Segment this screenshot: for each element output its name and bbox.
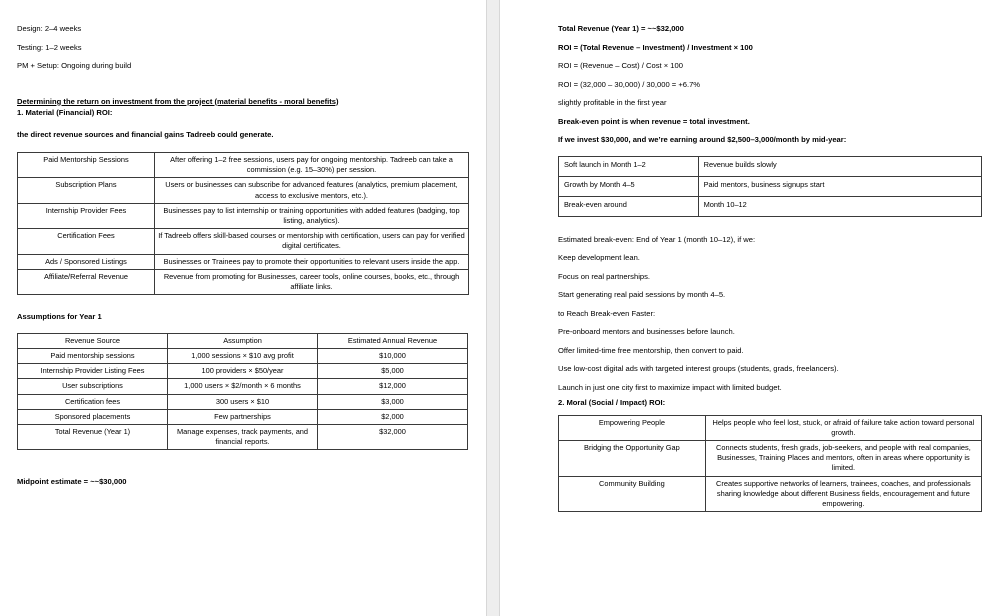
table-row	[18, 153, 469, 178]
lead-in-revenue-sources: the direct revenue sources and financial gains Tadreeb could generate.	[17, 129, 274, 139]
spacer	[17, 450, 468, 470]
column-header-estimated-revenue: Estimated Annual Revenue	[318, 333, 468, 348]
roi-formula-bold: ROI = (Total Revenue – Investment) / Investment × 100	[558, 42, 753, 52]
breakeven-outcome: Paid mentors, business signups start	[698, 176, 981, 196]
moral-impact-title: Bridging the Opportunity Gap	[559, 440, 706, 476]
breakeven-outcome: Month 10–12	[698, 196, 981, 216]
spacer	[558, 217, 982, 231]
midpoint-estimate: Midpoint estimate = ~~$30,000	[17, 477, 127, 487]
assumptions-table-body	[18, 333, 468, 450]
table-row	[559, 156, 982, 176]
estimate-line-lean-dev: Keep development lean.	[558, 253, 640, 262]
breakeven-phase: Growth by Month 4–5	[559, 176, 699, 196]
table-row	[18, 203, 469, 228]
table-row	[18, 254, 469, 269]
table-row	[18, 269, 469, 294]
table-row	[559, 476, 982, 512]
assumption-detail: 100 providers × $50/year	[168, 364, 318, 379]
estimate-line-free-mentorship: Offer limited-time free mentorship, then convert to paid.	[558, 345, 744, 355]
page-gutter-divider	[486, 0, 500, 616]
investment-premise: If we invest $30,000, and we’re earning around $2,500–3,000/month by mid-year:	[558, 135, 847, 144]
roi-formula-plain: ROI = (Revenue – Cost) / Cost × 100	[558, 61, 683, 70]
table-row	[559, 176, 982, 196]
estimate-line-preonboard: Pre-onboard mentors and businesses before launch.	[558, 327, 735, 336]
assumption-source: User subscriptions	[18, 379, 168, 394]
revenue-source-name: Internship Provider Fees	[18, 203, 155, 228]
assumption-amount: $5,000	[318, 364, 468, 379]
estimate-line-partnerships: Focus on real partnerships.	[558, 271, 651, 281]
assumption-source: Sponsored placements	[18, 409, 168, 424]
revenue-source-description: Revenue from promoting for Businesses, career tools, online courses, books, etc., through affiliate links.	[155, 269, 469, 294]
table-row	[559, 415, 982, 440]
total-revenue-line: Total Revenue (Year 1) = ~~$32,000	[558, 24, 684, 33]
breakeven-definition: Break-even point is when revenue = total investment.	[558, 116, 750, 126]
revenue-source-name: Certification Fees	[18, 229, 155, 254]
roi-result: ROI = (32,000 – 30,000) / 30,000 = +6.7%	[558, 79, 701, 89]
assumption-detail: Manage expenses, track payments, and financial reports.	[168, 424, 318, 449]
column-header-assumption: Assumption	[168, 333, 318, 348]
intro-line-design: Design: 2–4 weeks	[17, 24, 82, 33]
subheading-material-roi: 1. Material (Financial) ROI:	[17, 108, 113, 117]
revenue-sources-table	[17, 152, 469, 295]
breakeven-timeline-table	[558, 156, 982, 217]
assumptions-table	[17, 333, 468, 451]
assumption-amount: $3,000	[318, 394, 468, 409]
revenue-source-name: Affiliate/Referral Revenue	[18, 269, 155, 294]
revenue-source-description: After offering 1–2 free sessions, users pay for ongoing mentorship. Tadreeb can take a commission (e.g. 15–30%) per session.	[155, 153, 469, 178]
table-row	[18, 178, 469, 203]
subheading-moral-roi: 2. Moral (Social / Impact) ROI:	[558, 398, 666, 407]
table-row	[18, 348, 468, 363]
revenue-sources-table-body	[18, 153, 469, 295]
breakeven-phase: Soft launch in Month 1–2	[559, 156, 699, 176]
assumption-source: Certification fees	[18, 394, 168, 409]
breakeven-phase: Break-even around	[559, 196, 699, 216]
assumption-amount: $32,000	[318, 424, 468, 449]
moral-impact-description: Connects students, fresh grads, job-seekers, and people with real companies, Businesses, Training Places and mentors, often in areas where opportunity is limited.	[705, 440, 981, 476]
heading-roi-determination: Determining the return on investment from the project (material benefits - moral benefits)	[17, 96, 339, 106]
assumption-detail: 1,000 users × $2/month × 6 months	[168, 379, 318, 394]
intro-line-pm-setup: PM + Setup: Ongoing during build	[17, 61, 132, 70]
assumption-source: Paid mentorship sessions	[18, 348, 168, 363]
assumption-amount: $12,000	[318, 379, 468, 394]
intro-line-testing: Testing: 1–2 weeks	[17, 42, 82, 52]
table-row	[559, 196, 982, 216]
spacer	[17, 140, 468, 152]
spacer	[17, 323, 468, 333]
page-right	[500, 0, 1000, 616]
table-row	[18, 379, 468, 394]
estimate-line-reach-faster: to Reach Break-even Faster:	[558, 308, 656, 318]
assumption-source: Internship Provider Listing Fees	[18, 364, 168, 379]
moral-roi-table	[558, 415, 982, 513]
revenue-source-description: Users or businesses can subscribe for advanced features (analytics, premium placement, access to exclusive mentors, etc.).	[155, 178, 469, 203]
roi-comment: slightly profitable in the first year	[558, 98, 667, 107]
assumption-amount: $10,000	[318, 348, 468, 363]
revenue-source-description: Businesses pay to list internship or training opportunities with added features (badging, top listing, analytics).	[155, 203, 469, 228]
moral-impact-title: Empowering People	[559, 415, 706, 440]
spacer	[17, 119, 468, 129]
page-left	[0, 0, 486, 616]
estimate-line-one-city: Launch in just one city first to maximize impact with limited budget.	[558, 382, 782, 392]
spacer	[17, 295, 468, 311]
heading-assumptions-year1: Assumptions for Year 1	[17, 312, 102, 322]
table-row	[18, 409, 468, 424]
assumption-detail: 1,000 sessions × $10 avg profit	[168, 348, 318, 363]
estimate-line-digital-ads: Use low-cost digital ads with targeted interest groups (students, grads, freelancers).	[558, 364, 839, 373]
assumption-source: Total Revenue (Year 1)	[18, 424, 168, 449]
assumption-detail: 300 users × $10	[168, 394, 318, 409]
table-row	[18, 229, 469, 254]
spacer	[17, 76, 468, 96]
table-row	[18, 364, 468, 379]
breakeven-timeline-table-body	[559, 156, 982, 216]
revenue-source-name: Subscription Plans	[18, 178, 155, 203]
revenue-source-description: Businesses or Trainees pay to promote their opportunities to relevant users inside the app.	[155, 254, 469, 269]
moral-impact-description: Creates supportive networks of learners, trainees, coaches, and professionals sharing knowledge about different Business fields, encouragement and future empowering.	[705, 476, 981, 512]
revenue-source-name: Ads / Sponsored Listings	[18, 254, 155, 269]
column-header-revenue-source: Revenue Source	[18, 333, 168, 348]
table-row	[559, 440, 982, 476]
table-row	[18, 424, 468, 449]
estimate-line-breakeven: Estimated break-even: End of Year 1 (month 10–12), if we:	[558, 234, 756, 244]
moral-impact-description: Helps people who feel lost, stuck, or afraid of failure take action toward personal growth.	[705, 415, 981, 440]
moral-impact-title: Community Building	[559, 476, 706, 512]
assumption-amount: $2,000	[318, 409, 468, 424]
assumption-detail: Few partnerships	[168, 409, 318, 424]
table-header-row	[18, 333, 468, 348]
revenue-source-description: If Tadreeb offers skill-based courses or mentorship with certification, users can pay for verified digital certificates.	[155, 229, 469, 254]
moral-roi-table-body	[559, 415, 982, 512]
revenue-source-name: Paid Mentorship Sessions	[18, 153, 155, 178]
table-row	[18, 394, 468, 409]
estimate-line-paid-sessions: Start generating real paid sessions by month 4–5.	[558, 290, 726, 299]
breakeven-outcome: Revenue builds slowly	[698, 156, 981, 176]
